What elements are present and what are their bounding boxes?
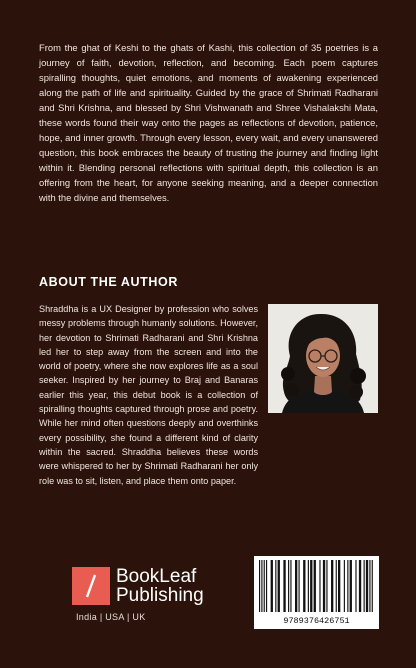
publisher-logo bbox=[72, 566, 204, 626]
barcode-bar bbox=[355, 560, 356, 612]
barcode-bar bbox=[364, 560, 365, 612]
barcode-bar bbox=[288, 560, 289, 612]
barcode-bar bbox=[275, 560, 276, 612]
barcode-bar bbox=[310, 560, 312, 612]
barcode-bar bbox=[350, 560, 352, 612]
slash-logo-icon bbox=[72, 567, 110, 605]
isbn-number: 9789376426751 bbox=[283, 616, 350, 626]
barcode-bar bbox=[331, 560, 333, 612]
barcode-bar bbox=[290, 560, 291, 612]
barcode-bar bbox=[295, 560, 297, 612]
book-blurb: From the ghat of Keshi to the ghats of Kashi, this collection of 35 poetries is a journey of faith, devotion, reflection, and becoming. Each poem captures spiralling thoughts, quiet emotions, and moments of awakening experienced along the path of life and spirituality. Guided by the grace of Shrimati Radharani and Shri Krishna, and blessed by Shri Vishwanath and Shree Vishalakshi Mata, these words found their way onto the pages as reflections of devotion, patience, hope, and inner growth. Through every lesson, every wait, and every unanswered question, this book embraces the beauty of trusting the journey and finding light within it. Blending personal reflections with spiritual depth, this collection is an offering from the heart, for anyone seeking meaning, and a deeper connection with the divine and themselves. bbox=[39, 42, 378, 204]
barcode-bar bbox=[298, 560, 299, 612]
barcode-bar bbox=[319, 560, 320, 612]
author-photo bbox=[268, 304, 378, 413]
barcode-bar bbox=[326, 560, 327, 612]
publisher-name-line2: Publishing bbox=[116, 585, 204, 606]
barcode-bar bbox=[338, 560, 340, 612]
about-author-heading: ABOUT THE AUTHOR bbox=[39, 275, 178, 289]
barcode-bar bbox=[347, 560, 348, 612]
publisher-name-line1: BookLeaf bbox=[116, 566, 197, 587]
barcode-bar bbox=[264, 560, 265, 612]
barcode-bar bbox=[283, 560, 285, 612]
barcode-bars bbox=[259, 560, 374, 612]
barcode-bar bbox=[323, 560, 325, 612]
barcode-bar bbox=[366, 560, 368, 612]
isbn-barcode bbox=[254, 556, 379, 629]
barcode-bar bbox=[369, 560, 370, 612]
barcode-bar bbox=[303, 560, 305, 612]
barcode-bar bbox=[314, 560, 316, 612]
barcode-bar bbox=[336, 560, 337, 612]
barcode-bar bbox=[308, 560, 309, 612]
barcode-bar bbox=[271, 560, 273, 612]
barcode-bar bbox=[261, 560, 262, 612]
barcode-bar bbox=[259, 560, 260, 612]
barcode-bar bbox=[266, 560, 267, 612]
author-bio: Shraddha is a UX Designer by profession who solves messy problems through humanly solutions. However, her devotion to Shrimati Radharani and Shri Krishna led her to step away from the screen and into the world of poetry, where she now explores life as a soul seeker. Inspired by her journey to Braj and Banaras earlier this year, this debut book is a collection of spiralling thoughts captured through prose and poetry. While her mind often questions deeply and overthinks every possibility, she found a different kind of clarity within the sacred. Shraddha believes these words were whispered to her by Shrimati Radharani her only role was to sit, listen, and place them onto paper. bbox=[39, 304, 258, 486]
publisher-regions: India | USA | UK bbox=[76, 612, 146, 622]
barcode-bar bbox=[372, 560, 373, 612]
barcode-bar bbox=[278, 560, 280, 612]
barcode-bar bbox=[344, 560, 345, 612]
barcode-bar bbox=[359, 560, 361, 612]
